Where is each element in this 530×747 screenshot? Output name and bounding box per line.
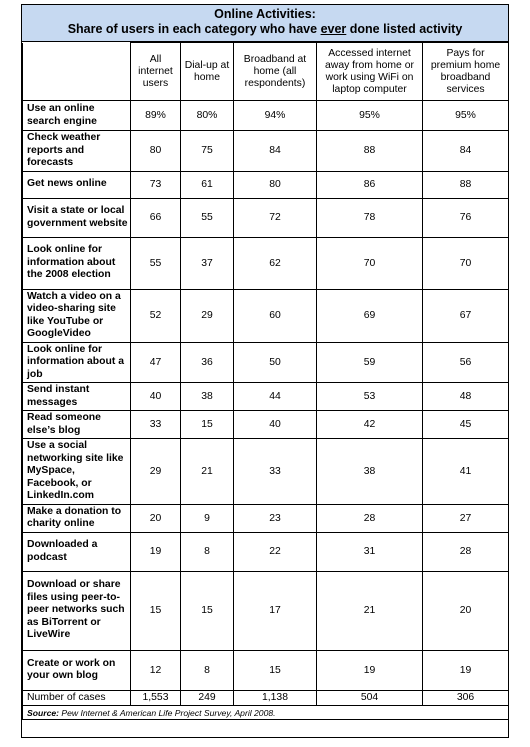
value-cell: 33 [131,411,181,439]
value-cell: 23 [234,504,317,532]
value-cell: 8 [181,532,234,571]
value-cell: 15 [131,571,181,650]
value-cell: 15 [181,411,234,439]
value-cell: 19 [131,532,181,571]
value-cell: 53 [317,383,423,411]
table-row [23,439,509,505]
value-cell: 66 [131,198,181,237]
value-cell: 9 [181,504,234,532]
value-cell: 40 [234,411,317,439]
value-cell: 60 [234,289,317,342]
value-cell: 41 [423,439,509,505]
activity-label: Download or share files using peer-to-peer networks such as BiTorrent or LiveWire [23,571,131,650]
value-cell: 80 [234,171,317,198]
value-cell: 75 [181,131,234,172]
column-header: Pays for premium home broadband services [423,43,509,101]
value-cell: 67 [423,289,509,342]
activity-label: Check weather reports and forecasts [23,131,131,172]
value-cell: 95% [423,101,509,131]
value-cell: 8 [181,650,234,690]
value-cell: 88 [423,171,509,198]
value-cell: 28 [317,504,423,532]
value-cell: 55 [181,198,234,237]
value-cell: 21 [317,571,423,650]
table-row [23,571,509,650]
value-cell: 40 [131,383,181,411]
column-header: Accessed internet away from home or work using WiFi on laptop computer [317,43,423,101]
table-row [23,342,509,383]
value-cell: 88 [317,131,423,172]
value-cell: 45 [423,411,509,439]
table-frame [21,4,509,738]
value-cell: 56 [423,342,509,383]
value-cell: 76 [423,198,509,237]
value-cell: 29 [131,439,181,505]
value-cell: 84 [234,131,317,172]
table-title [22,5,508,42]
value-cell: 38 [181,383,234,411]
table-row [23,532,509,571]
table-row [23,198,509,237]
number-of-cases-row [23,690,509,706]
activity-label: Look online for information about the 2008 election [23,237,131,289]
value-cell: 89% [131,101,181,131]
table-row [23,101,509,131]
value-cell: 15 [181,571,234,650]
activity-label: Send instant messages [23,383,131,411]
source-row [23,706,509,720]
value-cell: 38 [317,439,423,505]
value-cell: 20 [423,571,509,650]
value-cell: 70 [423,237,509,289]
value-cell: 33 [234,439,317,505]
value-cell: 44 [234,383,317,411]
value-cell: 80% [181,101,234,131]
value-cell: 62 [234,237,317,289]
value-cell: 72 [234,198,317,237]
activities-table [22,42,509,720]
cases-value: 1,138 [234,690,317,706]
table-row [23,131,509,172]
value-cell: 86 [317,171,423,198]
table-row [23,411,509,439]
title-line-2-end: done listed activity [346,22,463,36]
value-cell: 78 [317,198,423,237]
value-cell: 80 [131,131,181,172]
activity-label: Read someone else’s blog [23,411,131,439]
value-cell: 69 [317,289,423,342]
value-cell: 29 [181,289,234,342]
activity-label: Downloaded a podcast [23,532,131,571]
value-cell: 50 [234,342,317,383]
title-line-2 [22,22,508,37]
header-blank-cell [23,43,131,101]
value-cell: 59 [317,342,423,383]
value-cell: 48 [423,383,509,411]
column-header: Broadband at home (all respondents) [234,43,317,101]
value-cell: 73 [131,171,181,198]
header-row [23,43,509,101]
value-cell: 61 [181,171,234,198]
activity-label: Create or work on your own blog [23,650,131,690]
value-cell: 15 [234,650,317,690]
table-row [23,289,509,342]
activity-label: Make a donation to charity online [23,504,131,532]
table-row [23,237,509,289]
value-cell: 52 [131,289,181,342]
activity-label: Use a social networking site like MySpace, Facebook, or LinkedIn.com [23,439,131,505]
value-cell: 37 [181,237,234,289]
table-row [23,383,509,411]
activity-label: Use an online search engine [23,101,131,131]
source-note [23,706,509,720]
value-cell: 70 [317,237,423,289]
value-cell: 22 [234,532,317,571]
value-cell: 84 [423,131,509,172]
value-cell: 55 [131,237,181,289]
source-prefix: Source: [27,707,59,718]
value-cell: 12 [131,650,181,690]
value-cell: 19 [423,650,509,690]
activity-label: Watch a video on a video-sharing site like YouTube or GoogleVideo [23,289,131,342]
cases-value: 306 [423,690,509,706]
table-row [23,171,509,198]
value-cell: 36 [181,342,234,383]
activity-label: Visit a state or local government website [23,198,131,237]
value-cell: 42 [317,411,423,439]
column-header: All internet users [131,43,181,101]
activity-label: Get news online [23,171,131,198]
cases-value: 249 [181,690,234,706]
cases-value: 1,553 [131,690,181,706]
value-cell: 21 [181,439,234,505]
table-row [23,650,509,690]
value-cell: 17 [234,571,317,650]
table-body [23,101,509,706]
value-cell: 95% [317,101,423,131]
cases-label: Number of cases [23,690,131,706]
value-cell: 27 [423,504,509,532]
source-text: Pew Internet & American Life Project Survey, April 2008. [59,707,276,718]
table-row [23,504,509,532]
title-line-2-start: Share of users in each category who have [67,22,321,36]
title-ever-word: ever [320,22,347,36]
value-cell: 31 [317,532,423,571]
value-cell: 28 [423,532,509,571]
activity-label: Look online for information about a job [23,342,131,383]
title-line-1: Online Activities: [214,7,316,21]
value-cell: 47 [131,342,181,383]
cases-value: 504 [317,690,423,706]
value-cell: 94% [234,101,317,131]
column-header: Dial-up at home [181,43,234,101]
value-cell: 19 [317,650,423,690]
value-cell: 20 [131,504,181,532]
